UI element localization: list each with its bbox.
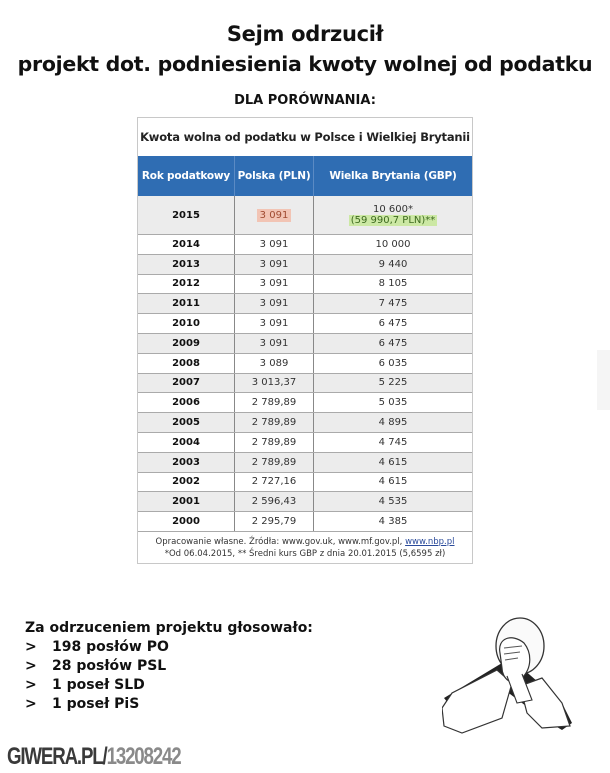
- vote-item: [25, 695, 313, 714]
- poland-cell: 2 727,16: [235, 472, 314, 492]
- year-cell: 2002: [138, 472, 235, 492]
- year-cell: 2005: [138, 413, 235, 433]
- vote-summary: [25, 620, 313, 714]
- year-cell: 2006: [138, 393, 235, 413]
- table-row: [138, 235, 472, 255]
- table-row-2015: [138, 196, 472, 235]
- uk-cell: 6 475: [314, 333, 473, 353]
- table-row: [138, 492, 472, 512]
- year-cell: 2000: [138, 512, 235, 532]
- table-row: [138, 254, 472, 274]
- poland-cell: 2 789,89: [235, 393, 314, 413]
- uk-cell: 5 225: [314, 373, 473, 393]
- table-row: [138, 472, 472, 492]
- poland-cell: 3 091: [235, 274, 314, 294]
- uk-cell: 4 615: [314, 472, 473, 492]
- table-row: [138, 333, 472, 353]
- bullet-icon: >: [25, 696, 37, 712]
- table-row: [138, 512, 472, 532]
- uk-cell: 8 105: [314, 274, 473, 294]
- table-row: [138, 314, 472, 334]
- vote-item-text: 1 poseł PiS: [52, 696, 140, 712]
- comparison-subtitle: DLA PORÓWNANIA:: [234, 93, 376, 108]
- uk-cell: 6 475: [314, 314, 473, 334]
- vote-list: [25, 638, 313, 714]
- poland-cell: 2 295,79: [235, 512, 314, 532]
- watermark-site: GIWERA.PL/: [7, 743, 107, 770]
- table-row: [138, 373, 472, 393]
- bullet-icon: >: [25, 677, 37, 693]
- tax-free-amount-table: [137, 117, 473, 564]
- vote-item: [25, 676, 313, 695]
- column-header-year: Rok podatkowy: [138, 156, 235, 196]
- year-cell: 2012: [138, 274, 235, 294]
- poland-cell: 3 091: [235, 235, 314, 255]
- uk-cell: 7 475: [314, 294, 473, 314]
- page-title-line1: Sejm odrzucił: [226, 22, 384, 46]
- uk-cell: 9 440: [314, 254, 473, 274]
- poland-cell: 2 789,89: [235, 432, 314, 452]
- year-cell: 2004: [138, 432, 235, 452]
- vote-item: [25, 638, 313, 657]
- poland-cell: 3 091: [235, 314, 314, 334]
- nbp-link[interactable]: www.nbp.pl: [405, 536, 455, 547]
- uk-cell: 4 895: [314, 413, 473, 433]
- uk-cell: 4 745: [314, 432, 473, 452]
- sources-text: Opracowanie własne. Źródła: www.gov.uk, www.mf.gov.pl,: [155, 536, 406, 547]
- year-cell: 2007: [138, 373, 235, 393]
- table-header-row: [138, 156, 472, 196]
- facepalm-icon: [442, 608, 610, 738]
- comparison-table: [138, 156, 472, 532]
- year-cell: 2008: [138, 353, 235, 373]
- uk-value: 10 600*: [373, 204, 413, 215]
- table-row: [138, 452, 472, 472]
- highlighted-poland-value: 3 091: [257, 209, 292, 222]
- year-cell: 2001: [138, 492, 235, 512]
- uk-cell: 4 535: [314, 492, 473, 512]
- footnote-notes: *Od 06.04.2015, ** Średni kurs GBP z dnia 20.01.2015 (5,6595 zł): [164, 548, 446, 559]
- poland-cell: [235, 196, 314, 235]
- watermark-id: 13208242: [106, 743, 181, 770]
- table-row: [138, 413, 472, 433]
- page-title-line2: projekt dot. podniesienia kwoty wolnej od podatku: [17, 52, 593, 76]
- poland-cell: 3 013,37: [235, 373, 314, 393]
- vote-heading: Za odrzuceniem projektu głosowało:: [25, 620, 313, 636]
- year-cell: 2014: [138, 235, 235, 255]
- vote-item-text: 198 posłów PO: [52, 639, 169, 655]
- poland-cell: 3 091: [235, 333, 314, 353]
- poland-cell: 2 789,89: [235, 452, 314, 472]
- year-cell: 2010: [138, 314, 235, 334]
- table-row: [138, 353, 472, 373]
- vote-item-text: 1 poseł SLD: [52, 677, 145, 693]
- poland-cell: 3 091: [235, 254, 314, 274]
- table-row: [138, 294, 472, 314]
- year-cell: 2011: [138, 294, 235, 314]
- year-cell: 2015: [138, 196, 235, 235]
- year-cell: 2009: [138, 333, 235, 353]
- vote-item-text: 28 posłów PSL: [52, 658, 167, 674]
- uk-value-in-pln: (59 990,7 PLN)**: [350, 215, 436, 226]
- table-row: [138, 274, 472, 294]
- table-footnote: [138, 532, 472, 563]
- bullet-icon: >: [25, 639, 37, 655]
- uk-cell: 10 000: [314, 235, 473, 255]
- uk-cell: 6 035: [314, 353, 473, 373]
- table-row: [138, 432, 472, 452]
- edge-artifact: [597, 350, 610, 410]
- column-header-poland: Polska (PLN): [235, 156, 314, 196]
- uk-cell: [314, 196, 473, 235]
- uk-cell: 4 385: [314, 512, 473, 532]
- bullet-icon: >: [25, 658, 37, 674]
- table-row: [138, 393, 472, 413]
- poland-cell: 2 596,43: [235, 492, 314, 512]
- year-cell: 2003: [138, 452, 235, 472]
- table-caption: Kwota wolna od podatku w Polsce i Wielkiej Brytanii: [140, 130, 470, 144]
- vote-item: [25, 657, 313, 676]
- poland-cell: 3 089: [235, 353, 314, 373]
- watermark: [7, 743, 181, 771]
- poland-cell: 2 789,89: [235, 413, 314, 433]
- year-cell: 2013: [138, 254, 235, 274]
- poland-cell: 3 091: [235, 294, 314, 314]
- uk-cell: 5 035: [314, 393, 473, 413]
- column-header-uk: Wielka Brytania (GBP): [314, 156, 473, 196]
- uk-cell: 4 615: [314, 452, 473, 472]
